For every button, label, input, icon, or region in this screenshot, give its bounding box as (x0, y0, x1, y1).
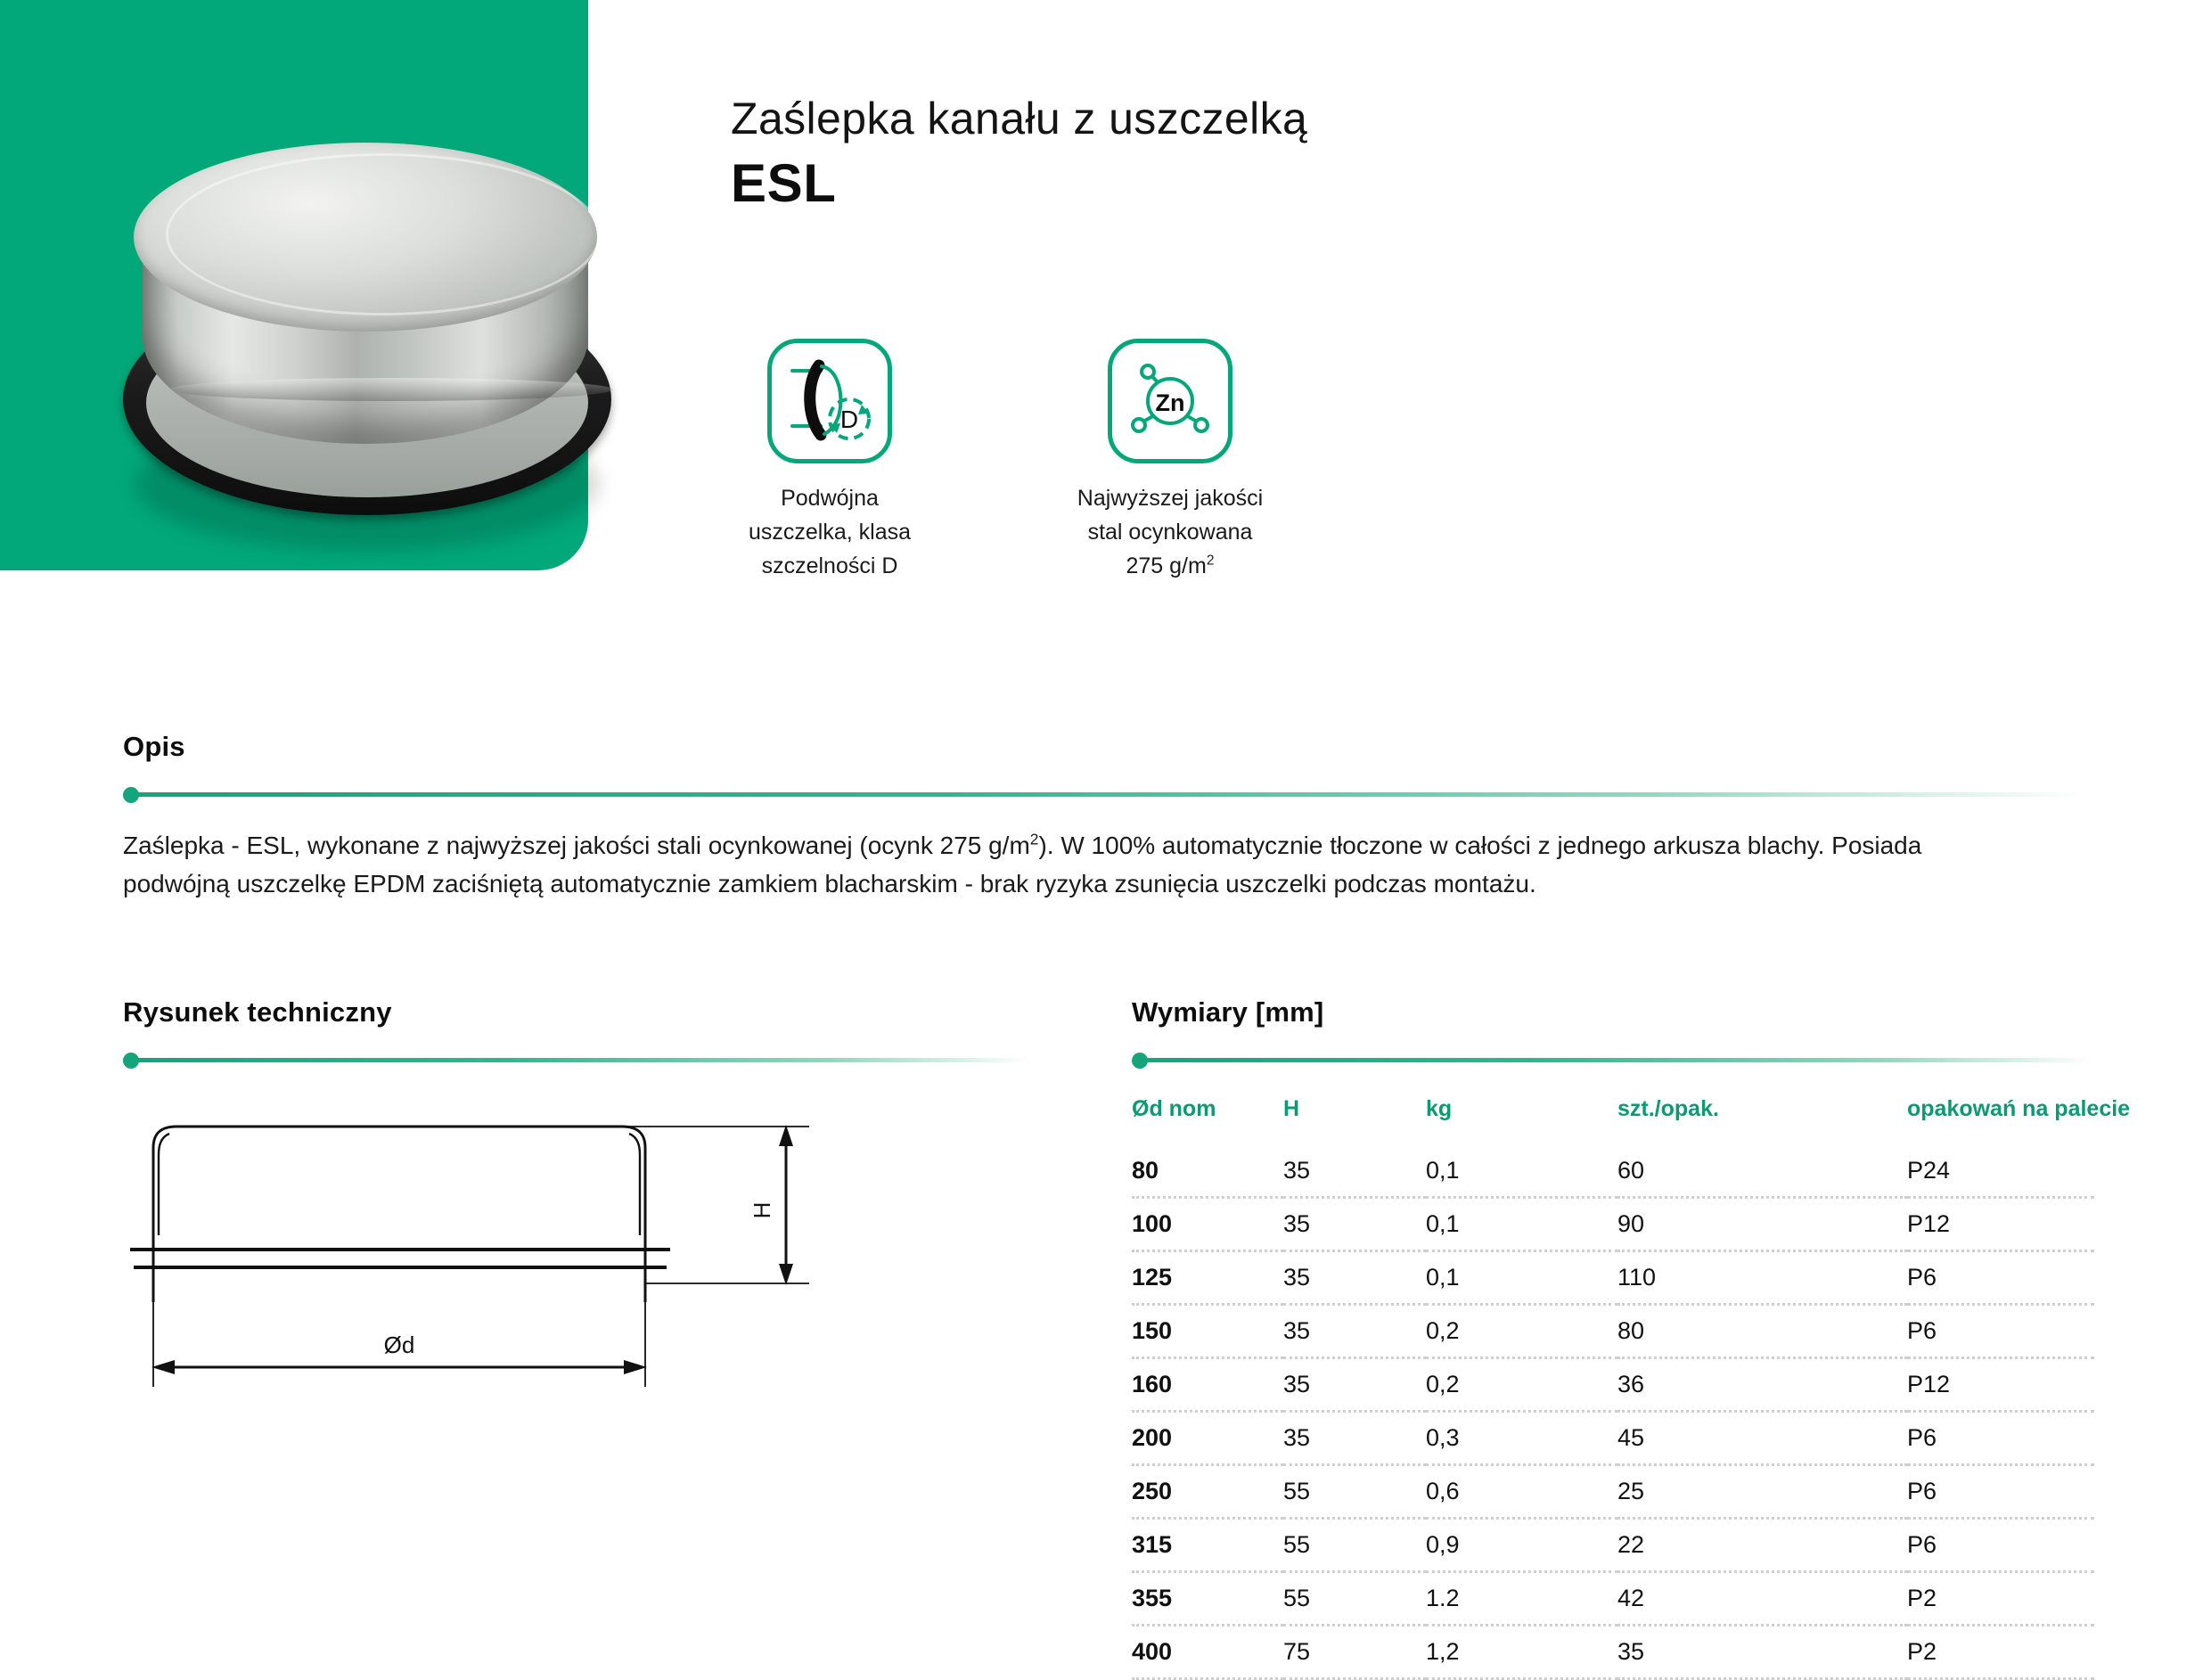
table-cell: 355 (1132, 1572, 1283, 1626)
table-cell: 36 (1617, 1358, 1907, 1412)
description-heading: Opis (123, 731, 185, 762)
table-cell: 0,2 (1426, 1305, 1617, 1358)
dimensions-table (1132, 1093, 2131, 1680)
description-text-pre: Zaślepka - ESL, wykonane z najwyższej jakości stali ocynkowanej (ocynk 275 g/m (123, 832, 1030, 859)
feature-gasket-line2: uszczelka, klasa (748, 520, 912, 545)
table-row (1132, 1572, 2094, 1626)
table-cell: 60 (1617, 1145, 1907, 1198)
feature-caption-gasket (749, 481, 911, 583)
table-cell: 100 (1132, 1198, 1283, 1251)
cap-seam (171, 378, 613, 401)
accent-rule-drawing (123, 1048, 1032, 1066)
table-header-cell: opakowań na palecie (1907, 1096, 2131, 1121)
table-cell: 35 (1617, 1626, 1907, 1679)
table-cell: 0,1 (1426, 1198, 1617, 1251)
cap-top-disc (134, 143, 597, 332)
table-cell: 35 (1283, 1412, 1426, 1465)
svg-text:D: D (839, 406, 859, 433)
product-photo (116, 150, 615, 560)
table-cell: 1,2 (1426, 1626, 1617, 1679)
table-cell: 35 (1283, 1358, 1426, 1412)
feature-item-zinc (1068, 339, 1273, 583)
table-cell: 45 (1617, 1412, 1907, 1465)
table-cell: 55 (1283, 1572, 1426, 1626)
dimensions-table-body (1132, 1145, 2094, 1679)
drawing-label-height: H (749, 1201, 775, 1219)
page-title: Zaślepka kanału z uszczelką (731, 94, 1308, 143)
table-cell: P6 (1907, 1412, 2094, 1465)
technical-drawing-canvas (123, 1093, 1032, 1409)
table-cell: 125 (1132, 1251, 1283, 1305)
table-row (1132, 1412, 2094, 1465)
table-cell: 55 (1283, 1465, 1426, 1519)
description-text-sup: 2 (1029, 830, 1039, 848)
table-cell: P2 (1907, 1626, 2094, 1679)
table-row (1132, 1626, 2094, 1679)
table-cell: 110 (1617, 1251, 1907, 1305)
table-header-cell: szt./opak. (1617, 1096, 1719, 1121)
table-cell: 0,1 (1426, 1251, 1617, 1305)
table-cell: 35 (1283, 1305, 1426, 1358)
table-cell: 0,6 (1426, 1465, 1617, 1519)
table-cell: 315 (1132, 1519, 1283, 1572)
table-cell: P2 (1907, 1572, 2094, 1626)
technical-drawing-section (123, 996, 1032, 1409)
table-row (1132, 1198, 2094, 1251)
table-header-row (1132, 1093, 2094, 1145)
table-cell: 1.2 (1426, 1572, 1617, 1626)
table-cell: P12 (1907, 1358, 2094, 1412)
table-cell: 0,2 (1426, 1358, 1617, 1412)
table-cell: P6 (1907, 1519, 2094, 1572)
accent-rule-dimensions (1132, 1048, 2094, 1066)
description-section (123, 731, 2084, 903)
table-cell: P12 (1907, 1198, 2094, 1251)
table-cell: 160 (1132, 1358, 1283, 1412)
table-cell: 0,9 (1426, 1519, 1617, 1572)
table-cell: P6 (1907, 1465, 2094, 1519)
feature-zinc-line3-sup: 2 (1206, 553, 1215, 569)
dimensions-heading: Wymiary [mm] (1132, 996, 1324, 1028)
table-row (1132, 1465, 2094, 1519)
accent-rule-description (123, 783, 2084, 800)
table-cell: 0,3 (1426, 1412, 1617, 1465)
table-cell: 200 (1132, 1412, 1283, 1465)
table-cell: 400 (1132, 1626, 1283, 1679)
description-paragraph (123, 827, 2030, 903)
table-cell: 25 (1617, 1465, 1907, 1519)
table-cell: 35 (1283, 1251, 1426, 1305)
feature-gasket-line3: szczelności D (761, 553, 898, 578)
table-cell: 22 (1617, 1519, 1907, 1572)
feature-badges (727, 339, 1273, 583)
technical-drawing-heading: Rysunek techniczny (123, 996, 392, 1028)
table-cell: 35 (1283, 1145, 1426, 1198)
svg-text:Zn: Zn (1155, 389, 1185, 416)
table-cell: 0,1 (1426, 1145, 1617, 1198)
table-cell: 90 (1617, 1198, 1907, 1251)
table-row (1132, 1305, 2094, 1358)
table-cell: 250 (1132, 1465, 1283, 1519)
product-code: ESL (731, 153, 837, 213)
table-cell: P6 (1907, 1305, 2094, 1358)
table-header-cell: Ød nom (1132, 1096, 1216, 1121)
dimensions-section (1132, 996, 2131, 1680)
feature-gasket-line1: Podwójna (781, 486, 879, 511)
table-header-cell: kg (1426, 1096, 1453, 1121)
table-cell: P6 (1907, 1251, 2094, 1305)
zinc-molecule-icon (1108, 339, 1232, 463)
table-row (1132, 1358, 2094, 1412)
table-cell: 55 (1283, 1519, 1426, 1572)
table-cell: P24 (1907, 1145, 2094, 1198)
table-header-cell: H (1283, 1096, 1300, 1121)
table-cell: 80 (1132, 1145, 1283, 1198)
gasket-class-d-icon (767, 339, 892, 463)
table-row (1132, 1519, 2094, 1572)
table-cell: 42 (1617, 1572, 1907, 1626)
feature-zinc-line2: stal ocynkowana (1087, 520, 1253, 545)
hero-text-block (731, 93, 2068, 213)
description-text-post: ). W 100% automatycznie tłoczone w całości z jednego arkusza blachy. Posiada podwójną uszczelkę EPDM zaciśniętą automatycznie zamkiem blacharskim - brak ryzyka zsunięcia uszczelki podczas montażu. (123, 832, 1922, 897)
feature-item-gasket (727, 339, 932, 583)
feature-zinc-line1: Najwyższej jakości (1077, 486, 1264, 511)
table-cell: 35 (1283, 1198, 1426, 1251)
table-cell: 75 (1283, 1626, 1426, 1679)
table-row (1132, 1145, 2094, 1198)
drawing-label-diameter: Ød (383, 1332, 415, 1358)
table-cell: 150 (1132, 1305, 1283, 1358)
table-row (1132, 1251, 2094, 1305)
table-cell: 80 (1617, 1305, 1907, 1358)
hero-section (0, 0, 2211, 624)
feature-zinc-line3: 275 g/m (1126, 553, 1207, 578)
feature-caption-zinc (1077, 481, 1263, 583)
cap-top-rim (166, 153, 601, 316)
